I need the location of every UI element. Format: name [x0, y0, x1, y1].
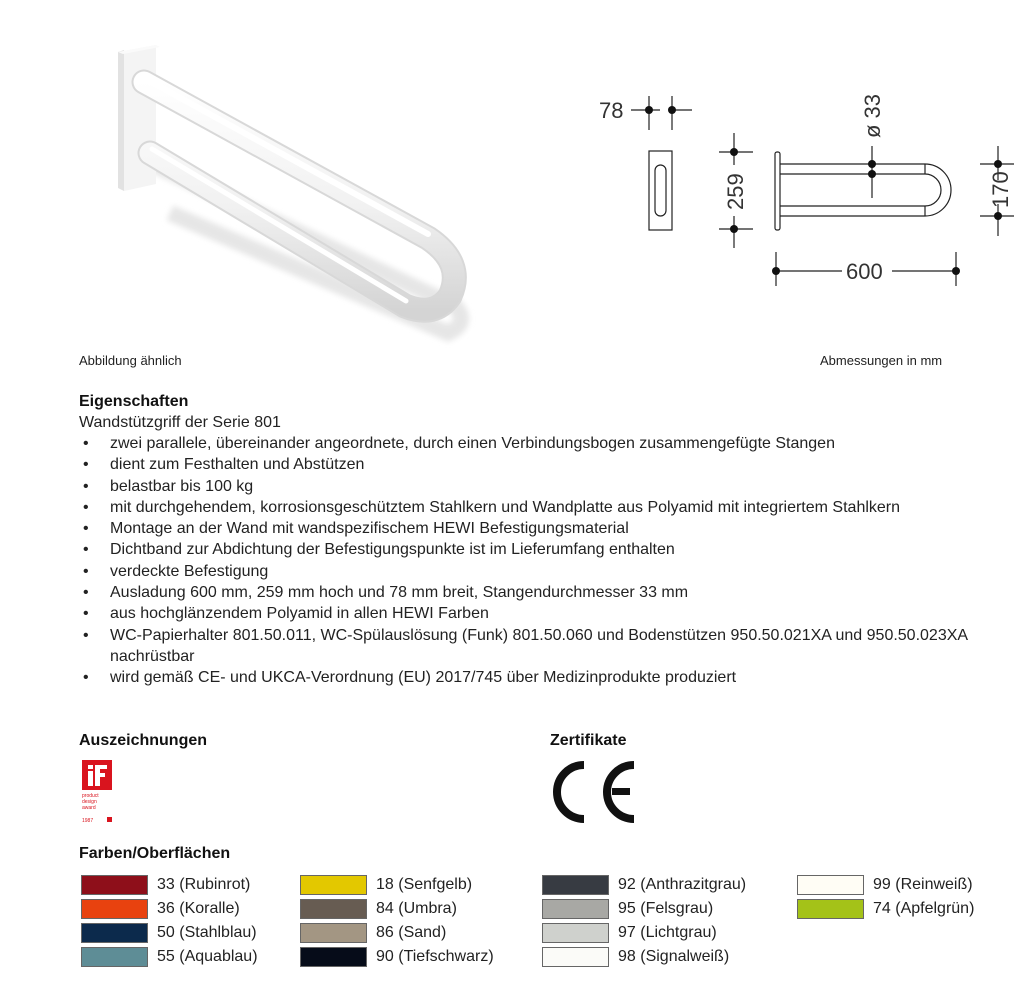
color-swatch: [797, 899, 864, 919]
list-item: • belastbar bis 100 kg: [79, 476, 999, 497]
bullet-icon: •: [83, 520, 89, 538]
color-option-90: 90 (Tiefschwarz): [298, 946, 538, 970]
color-option-86: 86 (Sand): [298, 922, 538, 946]
color-option-95: 95 (Felsgrau): [540, 898, 780, 922]
swatch-column: [540, 874, 780, 970]
properties-list: [79, 433, 999, 689]
color-option-92: 92 (Anthrazitgrau): [540, 874, 780, 898]
bullet-icon: •: [83, 541, 89, 559]
list-item: • Dichtband zur Abdichtung der Befestigungspunkte ist im Lieferumfang enthalten: [79, 539, 999, 560]
color-option-55: 55 (Aquablau): [79, 946, 319, 970]
list-item: • aus hochglänzendem Polyamid in allen HEWI Farben: [79, 603, 999, 624]
certificates-section: [550, 731, 626, 751]
list-item: • Montage an der Wand mit wandspezifischem HEWI Befestigungsmaterial: [79, 518, 999, 539]
dim-height-label: 259: [723, 173, 748, 210]
color-swatch: [300, 923, 367, 943]
colors-section: [79, 844, 975, 965]
awards-section: [79, 731, 208, 824]
color-swatch: [542, 947, 609, 967]
dim-projection-label: 600: [846, 259, 883, 284]
certificates-heading: Zertifikate: [550, 732, 627, 749]
list-item: • wird gemäß CE- und UKCA-Verordnung (EU) 2017/745 über Medizinprodukte produziert: [79, 667, 999, 688]
drawing-caption: Abmessungen in mm: [820, 353, 943, 368]
list-item: • zwei parallele, übereinander angeordnete, durch einen Verbindungsbogen zusammengefügte Stangen: [79, 433, 999, 454]
properties-section: [79, 392, 999, 689]
list-item: • dient zum Festhalten und Abstützen: [79, 454, 999, 475]
image-caption: Abbildung ähnlich: [79, 353, 182, 368]
swatch-column: [298, 874, 538, 970]
product-image: [110, 38, 480, 348]
swatch-column: [795, 874, 1024, 922]
color-option-84: 84 (Umbra): [298, 898, 538, 922]
color-swatch: [542, 875, 609, 895]
colors-heading: Farben/Oberflächen: [79, 845, 231, 862]
color-swatch: [797, 875, 864, 895]
color-option-98: 98 (Signalweiß): [540, 946, 780, 970]
grab-bar-illustration: [110, 38, 480, 348]
bullet-icon: •: [83, 584, 89, 602]
technical-drawing: [580, 80, 1024, 300]
bullet-icon: •: [83, 626, 89, 644]
bullet-icon: •: [83, 562, 89, 580]
color-swatch: [81, 947, 148, 967]
dimension-drawing: [580, 80, 1024, 300]
color-swatch: [81, 875, 148, 895]
bullet-icon: •: [83, 669, 89, 687]
dim-spacing-label: 170: [988, 171, 1013, 208]
color-option-97: 97 (Lichtgrau): [540, 922, 780, 946]
bullet-icon: •: [83, 435, 89, 452]
if-design-award-logo: [82, 760, 116, 826]
list-item: • mit durchgehendem, korrosionsgeschütztem Stahlkern und Wandplatte aus Polyamid mit integriertem Stahlkern: [79, 497, 999, 518]
color-option-36: 36 (Koralle): [79, 898, 319, 922]
bullet-icon: •: [83, 605, 89, 623]
svg-text:product: product: [82, 793, 99, 799]
color-swatch: [542, 899, 609, 919]
color-swatch: [81, 899, 148, 919]
svg-text:1987: 1987: [82, 818, 94, 824]
color-swatch: [81, 923, 148, 943]
properties-intro: Wandstützgriff der Serie 801: [79, 414, 281, 431]
color-swatch: [542, 923, 609, 943]
list-item: • WC-Papierhalter 801.50.011, WC-Spülauslösung (Funk) 801.50.060 und Bodenstützen 950.50.021XA und 950.50.023XA nachrüstbar: [83, 626, 968, 665]
ce-mark-icon: [550, 759, 640, 823]
bullet-icon: •: [83, 498, 89, 516]
bullet-icon: •: [83, 477, 89, 495]
list-item: • verdeckte Befestigung: [79, 561, 999, 582]
swatch-column: [79, 874, 319, 970]
dim-diameter-label: ø 33: [860, 93, 885, 138]
color-swatch: [300, 875, 367, 895]
color-option-99: 99 (Reinweiß): [795, 874, 1024, 898]
color-option-18: 18 (Senfgelb): [298, 874, 538, 898]
color-swatch: [300, 899, 367, 919]
svg-text:design: design: [82, 799, 97, 805]
properties-heading: Eigenschaften: [79, 393, 189, 410]
color-option-33: 33 (Rubinrot): [79, 874, 319, 898]
list-item: • Ausladung 600 mm, 259 mm hoch und 78 mm breit, Stangendurchmesser 33 mm: [79, 582, 999, 603]
dim-width-label: 78: [599, 98, 624, 123]
color-swatch: [300, 947, 367, 967]
awards-heading: Auszeichnungen: [79, 732, 208, 749]
bullet-icon: •: [83, 456, 89, 474]
color-option-50: 50 (Stahlblau): [79, 922, 319, 946]
color-option-74: 74 (Apfelgrün): [795, 898, 1024, 922]
svg-text:award: award: [82, 805, 96, 811]
